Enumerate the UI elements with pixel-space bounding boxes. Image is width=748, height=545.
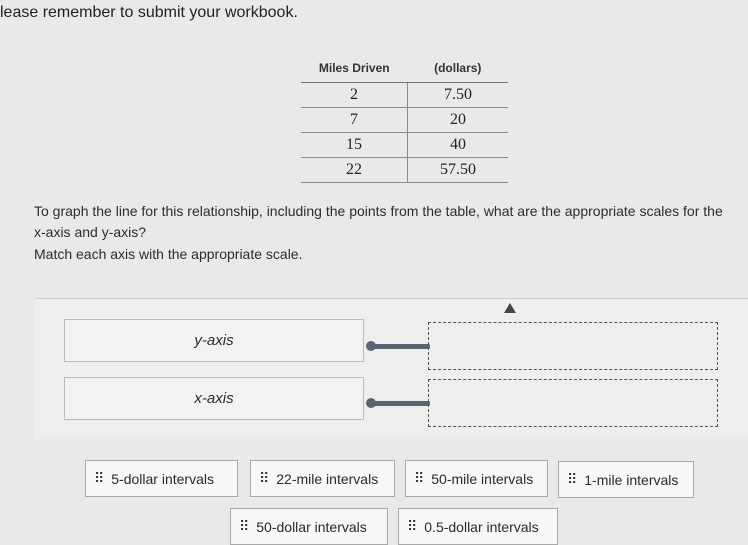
cell-miles: 2 — [301, 83, 408, 108]
x-axis-connector-line — [368, 401, 430, 406]
y-axis-connector-line — [368, 344, 430, 349]
cell-miles: 15 — [301, 133, 408, 158]
question-text — [34, 201, 739, 243]
choice-50-dollar-intervals[interactable] — [230, 508, 388, 545]
table-row — [301, 108, 508, 133]
choice-label: 5-dollar intervals — [111, 470, 214, 487]
cell-dollars: 40 — [408, 133, 509, 158]
cell-dollars: 57.50 — [408, 158, 509, 183]
drag-handle-icon: ⠿ — [407, 518, 417, 534]
drag-handle-icon: ⠿ — [94, 470, 104, 486]
choice-label: 1-mile intervals — [584, 471, 679, 488]
y-axis-prompt — [64, 319, 364, 362]
question-line-2: x-axis and y-axis? — [34, 224, 147, 240]
data-table-container — [301, 60, 508, 183]
cell-dollars: 7.50 — [408, 83, 509, 108]
y-axis-drop-zone[interactable] — [428, 322, 718, 370]
choice-5-dollar-intervals[interactable] — [85, 460, 238, 497]
choice-0-5-dollar-intervals[interactable] — [398, 508, 558, 545]
choice-label: 0.5-dollar intervals — [424, 518, 539, 535]
drag-handle-icon: ⠿ — [259, 470, 269, 486]
table-header-row — [301, 60, 508, 83]
mouse-pointer-icon — [504, 303, 516, 313]
drag-handle-icon: ⠿ — [567, 471, 577, 487]
x-axis-label: x-axis — [194, 390, 234, 407]
cell-dollars: 20 — [408, 108, 509, 133]
choice-label: 50-dollar intervals — [256, 518, 367, 535]
choice-50-mile-intervals[interactable] — [405, 460, 548, 497]
miles-cost-table — [301, 60, 508, 183]
y-axis-label: y-axis — [194, 332, 234, 349]
instruction-text: Match each axis with the appropriate scale. — [34, 246, 303, 262]
table-row — [301, 133, 508, 158]
table-row — [301, 158, 508, 183]
table-row — [301, 83, 508, 108]
cell-miles: 22 — [301, 158, 408, 183]
choice-1-mile-intervals[interactable] — [558, 461, 694, 498]
question-line-1: To graph the line for this relationship, including the points from the table, what are the appropriate scales for the — [34, 203, 723, 219]
x-axis-drop-zone[interactable] — [428, 379, 718, 427]
submit-reminder: lease remember to submit your workbook. — [0, 4, 298, 21]
cell-miles: 7 — [301, 108, 408, 133]
header-miles-driven: Miles Driven — [301, 60, 408, 83]
choice-label: 50-mile intervals — [431, 470, 534, 487]
drag-handle-icon: ⠿ — [239, 518, 249, 534]
x-axis-prompt — [64, 377, 364, 420]
drag-handle-icon: ⠿ — [414, 470, 424, 486]
choice-22-mile-intervals[interactable] — [250, 460, 395, 497]
header-dollars: (dollars) — [408, 60, 509, 83]
choice-label: 22-mile intervals — [276, 470, 379, 487]
